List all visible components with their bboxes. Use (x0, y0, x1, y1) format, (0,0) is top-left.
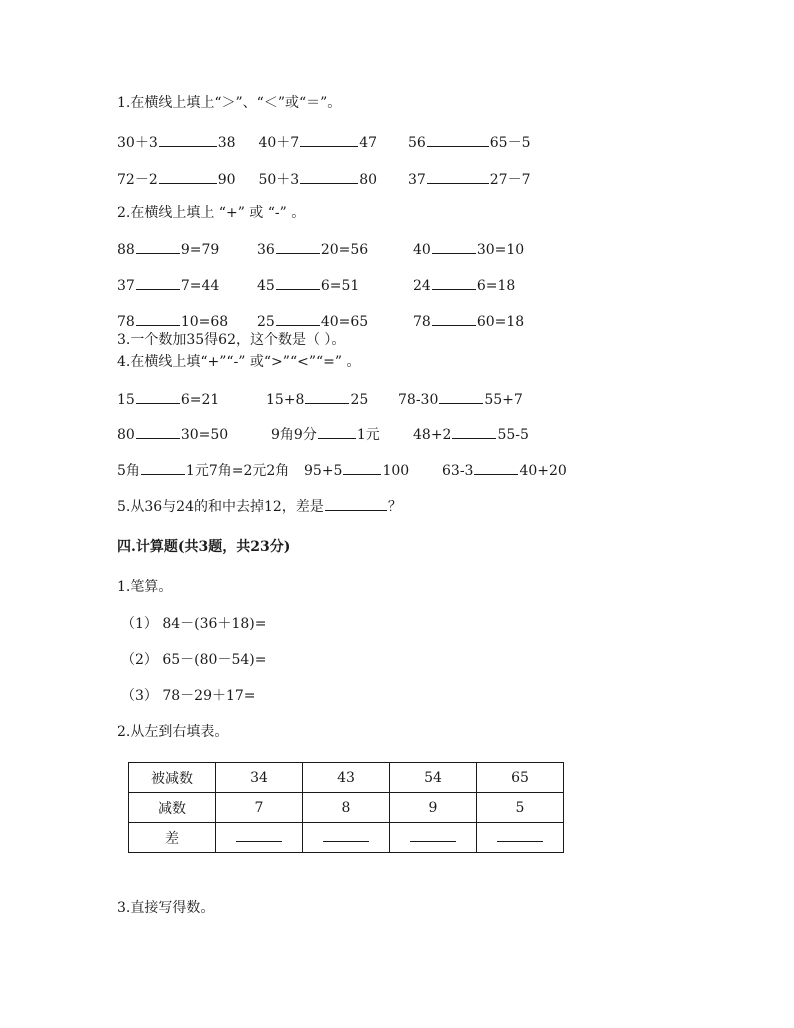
expr: 48+2 (413, 427, 452, 443)
answer-blank[interactable] (300, 133, 358, 147)
expr: 40 (413, 242, 431, 258)
expr: 24 (413, 278, 431, 294)
q4-r1-a (117, 390, 219, 409)
expr: 55-5 (497, 427, 529, 443)
q2-r2-a (117, 276, 219, 295)
p1-item-3: （3） 78－29＋17= (121, 688, 256, 704)
expr: 95+5 (304, 463, 343, 479)
q2-r1-c (413, 240, 524, 259)
answer-blank[interactable] (318, 425, 356, 439)
expr: 30=10 (476, 242, 525, 258)
expr: 80 (117, 427, 135, 443)
answer-blank[interactable] (276, 276, 320, 290)
table-cell: 5 (477, 793, 564, 823)
p2-title: 2.从左到右填表。 (117, 724, 229, 740)
table-cell: 65 (477, 763, 564, 793)
expr: 40+20 (519, 463, 567, 479)
q5-suffix: ？ (387, 499, 402, 515)
answer-blank[interactable] (439, 390, 483, 404)
q1-row-1 (117, 133, 531, 152)
answer-blank[interactable] (497, 829, 543, 842)
answer-cell[interactable] (477, 823, 564, 853)
answer-blank[interactable] (136, 312, 180, 326)
q4-r2-c (413, 425, 529, 444)
expr: 1元 (356, 427, 380, 443)
answer-blank[interactable] (141, 461, 185, 475)
answer-cell[interactable] (390, 823, 477, 853)
q2-title: 2.在横线上填上 “+” 或 “-” 。 (117, 205, 306, 221)
p1-title: 1.笔算。 (117, 579, 173, 595)
expr: 5角 (117, 463, 140, 479)
expr: 20=56 (320, 242, 369, 258)
row-label: 差 (129, 823, 216, 853)
expr: 78 (117, 314, 135, 330)
expr: 40=65 (320, 314, 369, 330)
q4-r2-a (117, 425, 228, 444)
expr: 27－7 (489, 172, 531, 188)
expr: 80 (359, 172, 378, 188)
expr: 9=79 (180, 242, 220, 258)
p3-title: 3.直接写得数。 (117, 900, 215, 916)
expr: 50＋3 (258, 172, 300, 188)
expr: 45 (257, 278, 275, 294)
q4-r3-b (304, 461, 409, 480)
expr: 15 (117, 392, 135, 408)
table-row (129, 763, 564, 793)
answer-blank[interactable] (159, 133, 217, 147)
q4-r1-b (266, 390, 368, 409)
table-row (129, 793, 564, 823)
row-label: 被减数 (129, 763, 216, 793)
table-row (129, 823, 564, 853)
expr: 30＋3 (117, 135, 158, 151)
q2-r2-b (257, 276, 359, 295)
expr: 78-30 (398, 392, 439, 408)
expr: 6=21 (180, 392, 220, 408)
expr: 63-3 (442, 463, 474, 479)
expr: 25 (257, 314, 275, 330)
row-label: 减数 (129, 793, 216, 823)
answer-blank[interactable] (236, 829, 282, 842)
answer-blank[interactable] (136, 425, 180, 439)
answer-blank[interactable] (300, 170, 358, 184)
q2-r3-c (413, 312, 524, 331)
q2-r1-b (257, 240, 368, 259)
expr: 100 (382, 463, 410, 479)
expr: 65－5 (489, 135, 531, 151)
answer-blank[interactable] (427, 170, 489, 184)
answer-blank[interactable] (343, 461, 381, 475)
expr: 72－2 (117, 172, 158, 188)
expr: 15+8 (266, 392, 305, 408)
q2-r2-c (413, 276, 515, 295)
answer-blank[interactable] (136, 276, 180, 290)
q5-prefix: 5.从36与24的和中去掉12，差是 (117, 499, 324, 515)
answer-blank[interactable] (432, 240, 476, 254)
fill-table (128, 762, 564, 853)
expr: 10=68 (180, 314, 229, 330)
table-cell: 43 (303, 763, 390, 793)
q4-r3-a (117, 461, 289, 480)
table-cell: 7 (216, 793, 303, 823)
answer-blank[interactable] (325, 497, 387, 511)
q4-title: 4.在横线上填“+”“-” 或“>”“<”“=” 。 (117, 354, 361, 370)
expr: 88 (117, 242, 135, 258)
answer-blank[interactable] (276, 312, 320, 326)
expr: 6=51 (320, 278, 360, 294)
q4-r1-c (398, 390, 523, 409)
expr: 37 (117, 278, 135, 294)
expr: 1元7角=2元2角 (185, 463, 290, 479)
expr: 9角9分 (271, 427, 317, 443)
q1-row-2 (117, 170, 531, 189)
expr: 55+7 (484, 392, 523, 408)
section-title: 四.计算题(共3题，共23分) (117, 539, 291, 555)
answer-blank[interactable] (136, 390, 180, 404)
table-cell: 54 (390, 763, 477, 793)
q2-r1-a (117, 240, 219, 259)
answer-blank[interactable] (452, 425, 496, 439)
answer-blank[interactable] (427, 133, 489, 147)
p1-item-1: （1） 84－(36＋18)= (121, 616, 267, 632)
expr: 37 (407, 172, 426, 188)
expr: 6=18 (476, 278, 516, 294)
table-cell: 9 (390, 793, 477, 823)
table-cell: 8 (303, 793, 390, 823)
q3-text: 3.一个数加35得62，这个数是（ ）。 (117, 332, 346, 348)
p1-item-2: （2） 65－(80－54)= (121, 652, 267, 668)
expr: 30=50 (180, 427, 229, 443)
expr: 78 (413, 314, 431, 330)
expr: 40＋7 (258, 135, 300, 151)
answer-blank[interactable] (276, 240, 320, 254)
answer-blank[interactable] (136, 240, 180, 254)
answer-blank[interactable] (474, 461, 518, 475)
answer-blank[interactable] (323, 829, 369, 842)
answer-blank[interactable] (432, 312, 476, 326)
q4-r2-b (271, 425, 380, 444)
expr: 36 (257, 242, 275, 258)
q2-r3-a (117, 312, 228, 331)
expr: 38 (217, 135, 236, 151)
q1-title: 1.在横线上填上“＞”、“＜”或“＝”。 (117, 95, 342, 111)
answer-cell[interactable] (216, 823, 303, 853)
q2-r3-b (257, 312, 368, 331)
expr: 7=44 (180, 278, 220, 294)
expr: 60=18 (476, 314, 525, 330)
expr: 25 (350, 392, 369, 408)
expr: 47 (359, 135, 378, 151)
table-cell: 34 (216, 763, 303, 793)
q5-text (117, 497, 402, 516)
expr: 56 (407, 135, 426, 151)
q4-r3-c (442, 461, 567, 480)
answer-cell[interactable] (303, 823, 390, 853)
answer-blank[interactable] (410, 829, 456, 842)
answer-blank[interactable] (432, 276, 476, 290)
answer-blank[interactable] (305, 390, 349, 404)
expr: 90 (217, 172, 236, 188)
answer-blank[interactable] (159, 170, 217, 184)
